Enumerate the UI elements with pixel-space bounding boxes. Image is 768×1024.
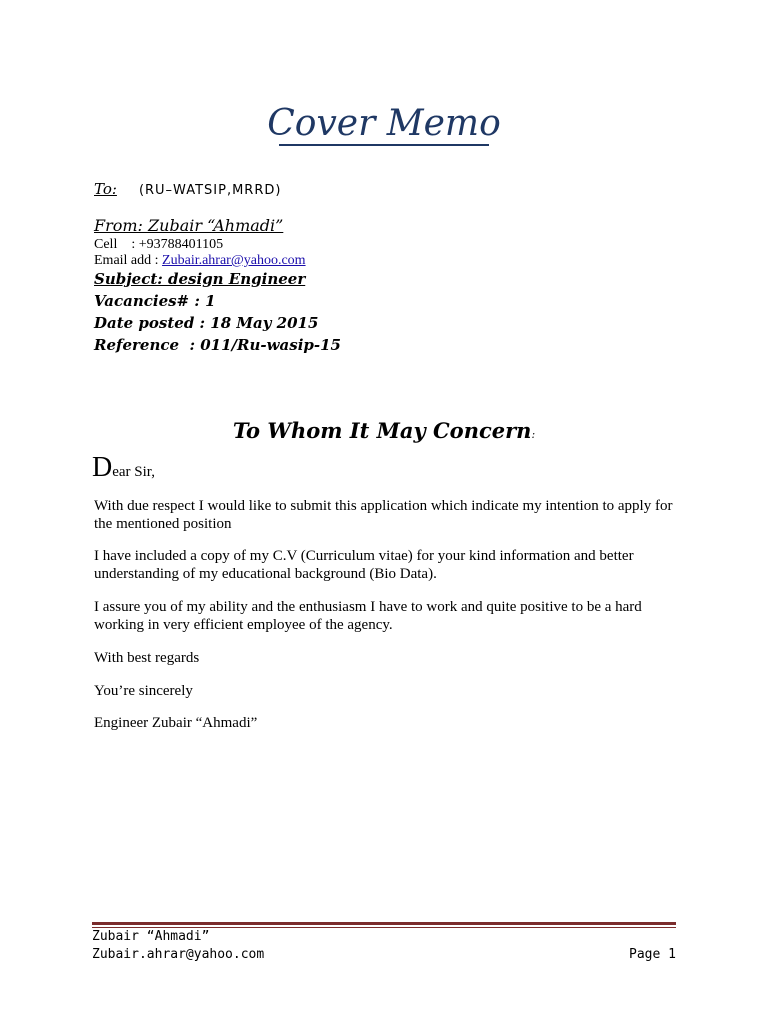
greeting-initial: D [92, 452, 113, 483]
greeting [92, 452, 155, 484]
signature-name: Engineer Zubair “Ahmadi” [94, 715, 258, 731]
closing-regards: With best regards [94, 650, 200, 666]
paragraph: I have included a copy of my C.V (Curriculum vitae) for your kind information and better understanding of my educational background (Bio Data). [94, 548, 634, 582]
to-value: (RU–WATSIP,MRRD) [138, 183, 282, 198]
email-label: Email add : [94, 253, 163, 268]
paragraph: I assure you of my ability and the enthusiasm I have to work and quite positive to be a hard working in very efficient employee of the agency. [94, 599, 642, 633]
footer-page-number: Page 1 [629, 947, 676, 962]
footer-rule-thick [92, 922, 676, 925]
paragraph: With due respect I would like to submit this application which indicate my intention to apply for the mentioned position [94, 498, 673, 532]
footer-email: Zubair.ahrar@yahoo.com [92, 947, 265, 962]
date-posted-line: Date posted : 18 May 2015 [94, 314, 319, 332]
reference-line: Reference : 011/Ru-wasip-15 [94, 336, 341, 354]
concern-text: To Whom It May Concern [232, 418, 532, 443]
greeting-rest: ear Sir, [112, 464, 155, 480]
footer-name: Zubair “Ahmadi” [92, 929, 210, 944]
concern-heading [0, 418, 768, 443]
subject-line: Subject: design Engineer [94, 270, 306, 288]
memo-title: Cover Memo [267, 103, 501, 144]
concern-colon: : [531, 428, 536, 441]
email-line [94, 253, 306, 269]
from-line: From: Zubair “Ahmadi” [94, 216, 284, 235]
title-underline [279, 144, 489, 146]
email-link[interactable]: Zubair.ahrar@yahoo.com [162, 253, 306, 268]
vacancies-line: Vacancies# : 1 [94, 292, 216, 310]
to-label: To: [94, 180, 117, 198]
closing-sincerely: You’re sincerely [94, 683, 193, 699]
to-line [94, 180, 281, 198]
footer-rule-thin [92, 927, 676, 928]
cell-line: Cell : +93788401105 [94, 237, 224, 252]
